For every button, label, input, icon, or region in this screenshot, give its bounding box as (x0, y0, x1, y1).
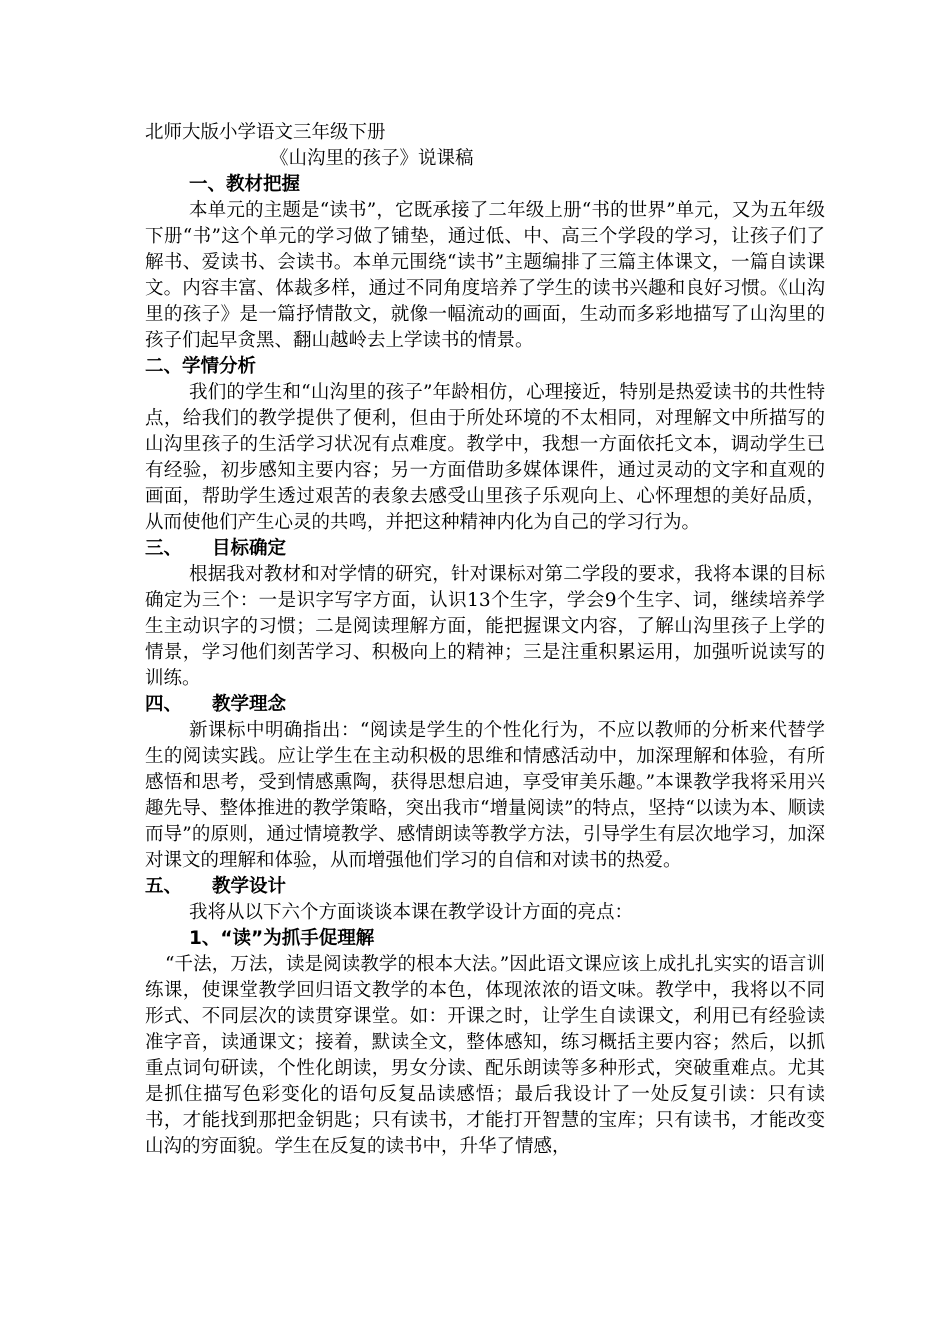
document-page (145, 120, 825, 1160)
section-number: 一、 (189, 174, 227, 195)
section-number: 三、 (145, 538, 183, 559)
section-title: 学情分析 (182, 356, 257, 377)
section-number: 四、 (145, 694, 183, 715)
section-heading-2 (145, 354, 825, 380)
section-paragraph: 根据我对教材和对学情的研究，针对课标对第二学段的要求，我将本课的目标确定为三个：一是识字写字方面，认识13个生字，学会9个生字、词，继续培养学生主动识字的习惯；二是阅读理解方面，能把握课文内容，了解山沟里孩子上学的情景，学习他们刻苦学习、积极向上的精神；三是注重积累运用，加强听说读写的训练。 (145, 564, 825, 689)
subsection-paragraph: “千法，万法，读是阅读教学的根本大法。”因此语文课应该上成扎扎实实的语言训练课，使课堂教学回归语文教学的本色，体现浓浓的语文味。教学中，我将以不同形式、不同层次的读贯穿课堂。如：开课之时，让学生自读课文，利用已有经验读准字音，读通课文；接着，默读全文，整体感知，练习概括主要内容；然后，以抓重点词句研读，个性化朗读，男女分读、配乐朗读等多种形式，突破重难点。尤其是抓住描写色彩变化的语句反复品读感悟；最后我设计了一处反复引读：只有读书，才能找到那把金钥匙；只有读书，才能打开智慧的宝库；只有读书，才能改变山沟的穷面貌。学生在反复的读书中，升华了情感， (145, 954, 825, 1157)
section-title: 教学理念 (212, 694, 287, 715)
section-paragraph: 我们的学生和“山沟里的孩子”年龄相仿，心理接近，特别是热爱读书的共性特点，给我们的教学提供了便利，但由于所处环境的不太相同，对理解文中所描写的山沟里孩子的生活学习状况有点难度。教学中，我想一方面依托文本，调动学生已有经验，初步感知主要内容；另一方面借助多媒体课件，通过灵动的文字和直观的画面，帮助学生透过艰苦的表象去感受山里孩子乐观向上、心怀理想的美好品质，从而使他们产生心灵的共鸣，并把这种精神内化为自己的学习行为。 (145, 382, 825, 533)
section-paragraph: 本单元的主题是“读书”，它既承接了二年级上册“书的世界”单元，又为五年级下册“书”这个单元的学习做了铺垫，通过低、中、高三个学段的学习，让孩子们了解书、爱读书、会读书。本单元围绕“读书”主题编排了三篇主体课文，一篇自读课文。内容丰富、体裁多样，通过不同角度培养了学生的读书兴趣和良好习惯。《山沟里的孩子》是一篇抒情散文，就像一幅流动的画面，生动而多彩地描写了山沟里的孩子们起早贪黑、翻山越岭去上学读书的情景。 (145, 200, 825, 351)
section-heading-4 (145, 692, 825, 718)
section-title: 目标确定 (212, 538, 287, 559)
section-paragraph: 我将从以下六个方面谈谈本课在教学设计方面的亮点： (189, 902, 634, 923)
section-number: 二、 (145, 356, 183, 377)
section-title: 教材把握 (226, 174, 301, 195)
section-number: 五、 (145, 876, 183, 897)
section-heading-5 (145, 874, 825, 900)
section-heading-3 (145, 536, 825, 562)
section-heading-1 (145, 172, 825, 198)
series-title: 北师大版小学语文三年级下册 (145, 122, 386, 143)
section-paragraph: 新课标中明确指出：“阅读是学生的个性化行为，不应以教师的分析来代替学生的阅读实践。应让学生在主动积极的思维和情感活动中，加深理解和体验，有所感悟和思考，受到情感熏陶，获得思想启迪，享受审美乐趣。”本课教学我将采用兴趣先导、整体推进的教学策略，突出我市“增量阅读”的特点，坚持“以读为本、顺读而导”的原则，通过情境教学、感情朗读等教学方法，引导学生有层次地学习，加深对课文的理解和体验，从而增强他们学习的自信和对读书的热爱。 (145, 720, 825, 871)
subsection-heading: 1、“读”为抓手促理解 (189, 928, 375, 949)
section-title: 教学设计 (212, 876, 287, 897)
document-title: 《山沟里的孩子》说课稿 (270, 148, 474, 169)
